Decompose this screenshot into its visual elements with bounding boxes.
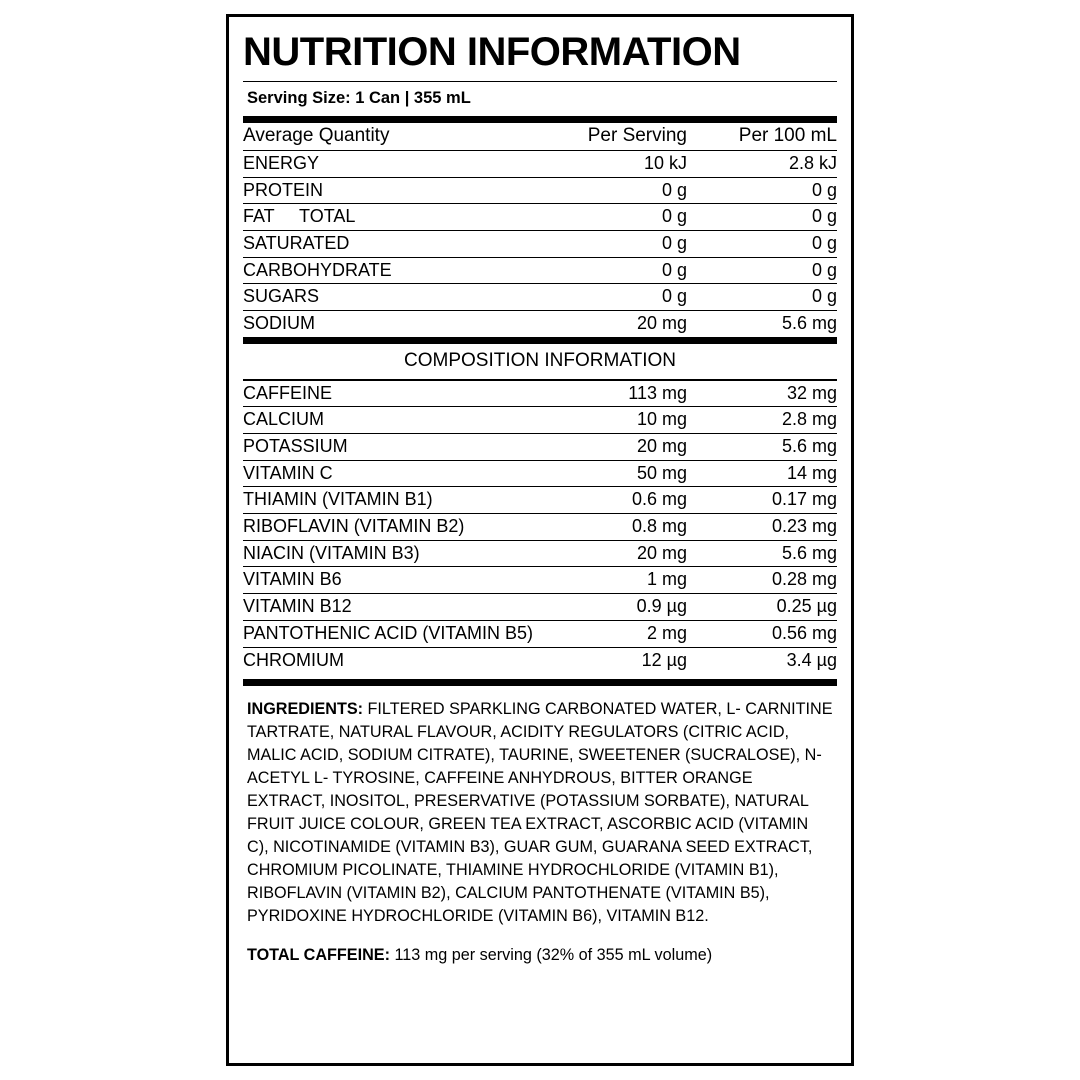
table-row (243, 150, 837, 177)
table-row (243, 177, 837, 204)
nutrition-information-panel (226, 14, 854, 1066)
row-per-100ml: 2.8 kJ (687, 150, 837, 177)
row-per-serving: 20 mg (636, 312, 687, 333)
table-row (243, 620, 837, 647)
row-label: ENERGY (243, 150, 537, 177)
divider-above-ingredients (243, 679, 837, 686)
row-per-serving: 0 g (537, 257, 687, 284)
row-per-100ml: 5.6 mg (687, 434, 837, 461)
ingredients-paragraph (243, 686, 837, 928)
row-per-serving: 2 mg (537, 620, 687, 647)
row-label: VITAMIN B6 (243, 567, 537, 594)
row-label: CALCIUM (243, 407, 537, 434)
row-label: SODIUM (243, 312, 315, 333)
row-per-100ml: 0 g (687, 204, 837, 231)
row-per-serving: 0 g (537, 177, 687, 204)
divider-above-composition (243, 337, 837, 344)
divider-above-table (243, 116, 837, 123)
table-row (243, 594, 837, 621)
row-label: RIBOFLAVIN (VITAMIN B2) (243, 514, 537, 541)
row-per-100ml: 0.17 mg (687, 487, 837, 514)
composition-section-title: COMPOSITION INFORMATION (404, 349, 676, 371)
row-per-serving: 50 mg (537, 460, 687, 487)
table-header-per-100ml: Per 100 mL (687, 123, 837, 150)
row-per-100ml: 0.28 mg (687, 567, 837, 594)
row-per-100ml: 2.8 mg (687, 407, 837, 434)
composition-table (243, 381, 837, 674)
row-per-100ml: 0.56 mg (687, 620, 837, 647)
row-label: PROTEIN (243, 177, 537, 204)
total-caffeine-label: TOTAL CAFFEINE: (247, 946, 390, 965)
row-per-serving: 0 g (537, 230, 687, 257)
row-per-serving: 0.6 mg (537, 487, 687, 514)
table-header-row (243, 123, 837, 150)
row-per-100ml: 14 mg (687, 460, 837, 487)
row-per-100ml: 0 g (687, 230, 837, 257)
table-row (243, 647, 837, 673)
row-label: CARBOHYDRATE (243, 257, 537, 284)
row-label: THIAMIN (VITAMIN B1) (243, 487, 537, 514)
row-per-serving: 0 g (537, 204, 687, 231)
serving-size-text: Serving Size: 1 Can | 355 mL (247, 89, 471, 107)
row-per-100ml: 32 mg (687, 381, 837, 407)
table-header-label: Average Quantity (243, 123, 537, 150)
row-per-100ml: 0 g (687, 257, 837, 284)
row-per-serving: 20 mg (537, 540, 687, 567)
row-per-serving: 0.8 mg (537, 514, 687, 541)
row-per-100ml: 5.6 mg (781, 312, 837, 333)
table-row (243, 434, 837, 461)
row-per-serving: 0 g (537, 284, 687, 311)
row-label: POTASSIUM (243, 434, 537, 461)
row-per-serving: 1 mg (537, 567, 687, 594)
row-per-serving: 20 mg (537, 434, 687, 461)
row-per-serving: 10 mg (537, 407, 687, 434)
ingredients-text: FILTERED SPARKLING CARBONATED WATER, L- CARNITINE TARTRATE, NATURAL FLAVOUR, ACIDITY REGULATORS (CITRIC ACID, MALIC ACID, SODIUM CITRATE), TAURINE, SWEETENER (SUCRALOSE), N-ACETYL L- TYROSINE, CAFFEINE ANHYDROUS, BITTER ORANGE EXTRACT, INOSITOL, PRESERVATIVE (POTASSIUM SORBATE), NATURAL FRUIT JUICE COLOUR, GREEN TEA EXTRACT, ASCORBIC ACID (VITAMIN C), NICOTINAMIDE (VITAMIN B3), GUAR GUM, GUARANA SEED EXTRACT, CHROMIUM PICOLINATE, THIAMINE HYDROCHLORIDE (VITAMIN B1), RIBOFLAVIN (VITAMIN B2), CALCIUM PANTOTHENATE (VITAMIN B5), PYRIDOXINE HYDROCHLORIDE (VITAMIN B6), VITAMIN B12. (247, 700, 833, 926)
page-title: NUTRITION INFORMATION (243, 30, 741, 74)
row-per-100ml: 5.6 mg (687, 540, 837, 567)
table-row (243, 230, 837, 257)
row-per-serving: 0.9 µg (537, 594, 687, 621)
row-label: SATURATED (243, 230, 537, 257)
row-per-100ml: 0.25 µg (687, 594, 837, 621)
row-label: CHROMIUM (243, 649, 344, 670)
table-header-per-serving: Per Serving (537, 123, 687, 150)
row-label: CAFFEINE (243, 381, 537, 407)
ingredients-label: INGREDIENTS: (247, 700, 364, 719)
row-label: NIACIN (VITAMIN B3) (243, 540, 537, 567)
table-row (243, 284, 837, 311)
row-label: PANTOTHENIC ACID (VITAMIN B5) (243, 620, 537, 647)
row-per-100ml: 3.4 µg (786, 649, 837, 670)
row-per-serving: 12 µg (641, 649, 687, 670)
row-per-serving: 113 mg (537, 381, 687, 407)
table-row (243, 407, 837, 434)
row-label: FAT TOTAL (243, 204, 537, 231)
table-row (243, 204, 837, 231)
row-per-100ml: 0 g (687, 177, 837, 204)
row-per-100ml: 0.23 mg (687, 514, 837, 541)
table-row (243, 381, 837, 407)
table-row (243, 487, 837, 514)
table-row (243, 540, 837, 567)
row-label: VITAMIN B12 (243, 594, 537, 621)
row-label: SUGARS (243, 284, 537, 311)
table-row (243, 257, 837, 284)
table-row (243, 460, 837, 487)
total-caffeine-line (243, 928, 837, 965)
nutrition-table (243, 123, 837, 337)
table-row (243, 567, 837, 594)
total-caffeine-text: 113 mg per serving (32% of 355 mL volume) (389, 946, 713, 965)
row-per-serving: 10 kJ (537, 150, 687, 177)
row-per-100ml: 0 g (687, 284, 837, 311)
table-row (243, 310, 837, 336)
table-row (243, 514, 837, 541)
row-label: VITAMIN C (243, 460, 537, 487)
